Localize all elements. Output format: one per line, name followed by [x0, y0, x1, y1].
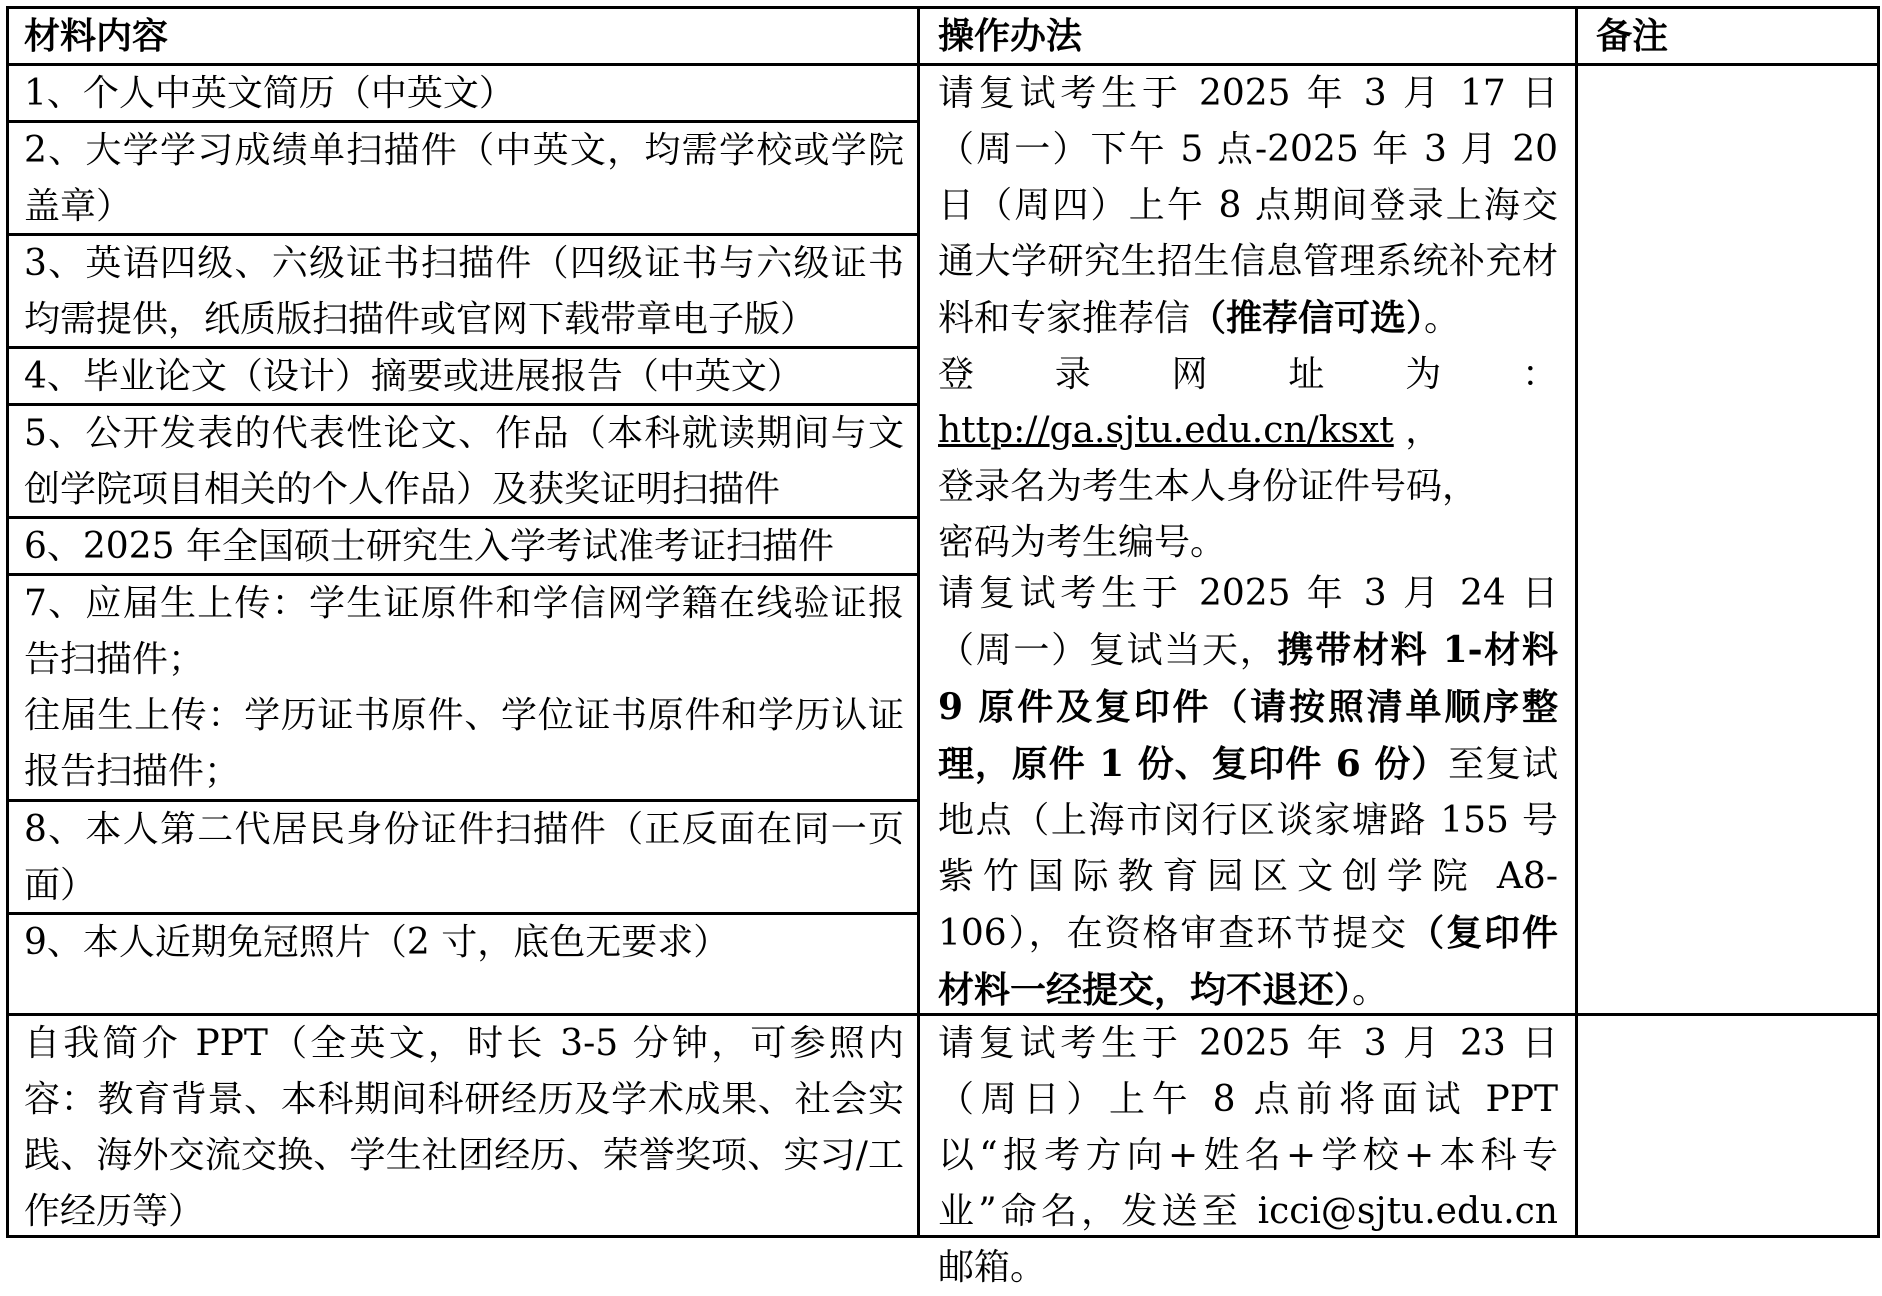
method-1-bold: （推荐信可选）: [1190, 297, 1425, 339]
material-item-9: 9、本人近期免冠照片（2 寸，底色无要求）: [24, 922, 730, 963]
method-2-c: 至复试地点（上海市闵行区谈家塘路 155 号紫竹国际教育园区文创学院 A8-106），在资格审查环节提交: [938, 744, 1558, 954]
method-1-text: 请复试考生于 2025 年 3 月 17 日（周一）下午 5 点-2025 年 3 月 20 日（周四）上午 8 点期间登录上海交通大学研究生招生信息管理系统补充材料和专家推荐信: [938, 73, 1558, 339]
header-remarks: 备注: [1596, 16, 1669, 57]
border-top: [6, 6, 1880, 9]
ppt-method: 请复试考生于 2025 年 3 月 23 日（周日）上午 8 点前将面试 PPT 以“报考方向+姓名+学校+本科专业”命名，发送至 icci@sjtu.edu.cn 邮箱。: [938, 1023, 1558, 1288]
method-2-a: 请复试考生于 2025 年 3 月 24 日（周一）复试当天，: [938, 573, 1558, 671]
column-divider-1: [917, 6, 920, 1238]
password-line: 密码为考生编号。: [938, 522, 1227, 563]
header-method: 操作办法: [938, 16, 1083, 57]
method-block-2: [938, 566, 1558, 1019]
material-item-7: [24, 576, 904, 800]
login-url-prefix: 登录网址为：: [938, 354, 1558, 395]
material-item-7-previous: 往届生上传：学历证书原件、学位证书原件和学历认证报告扫描件；: [24, 695, 904, 792]
ppt-materials: 自我简介 PPT（全英文，时长 3-5 分钟，可参照内容：教育背景、本科期间科研经历及学术成果、社会实践、海外交流交换、学生社团经历、荣誉奖项、实习/工作经历等）: [24, 1023, 904, 1232]
material-item-7-current: 7、应届生上传：学生证原件和学信网学籍在线验证报告扫描件；: [24, 583, 904, 680]
login-url-line: [938, 347, 1558, 459]
material-item-1: 1、个人中英文简历（中英文）: [24, 73, 515, 114]
column-divider-2: [1575, 6, 1578, 1238]
method-2-bold-1: 携带材料 1-材料 9 原件及复印件（请按照清单顺序整理，原件 1 份、复印件 6 份）: [938, 629, 1558, 785]
material-item-8: 8、本人第二代居民身份证件扫描件（正反面在同一页面）: [24, 809, 904, 906]
materials-table: [6, 6, 1880, 1288]
method-2-bold-2: （复印件材料一经提交，均不退还）: [938, 912, 1558, 1011]
method-block-1: [938, 66, 1558, 571]
method-2-e: 。: [1352, 970, 1389, 1011]
material-item-3: 3、英语四级、六级证书扫描件（四级证书与六级证书均需提供，纸质版扫描件或官网下载带章电子版）: [24, 243, 904, 340]
border-right: [1877, 6, 1880, 1238]
header-materials: 材料内容: [24, 16, 169, 57]
login-url-link[interactable]: http://ga.sjtu.edu.cn/ksxt: [938, 410, 1394, 451]
material-item-5: 5、公开发表的代表性论文、作品（本科就读期间与文创学院项目相关的个人作品）及获奖证明扫描件: [24, 413, 904, 510]
border-left: [6, 6, 9, 1238]
material-item-6: 6、2025 年全国硕士研究生入学考试准考证扫描件: [24, 526, 834, 567]
material-item-2: 2、大学学习成绩单扫描件（中英文，均需学校或学院盖章）: [24, 130, 904, 227]
method-1-end: 。: [1424, 298, 1461, 339]
login-url-suffix: ，: [1393, 410, 1442, 451]
material-item-4: 4、毕业论文（设计）摘要或进展报告（中英文）: [24, 356, 803, 397]
login-name-line: 登录名为考生本人身份证件号码，: [938, 466, 1479, 507]
